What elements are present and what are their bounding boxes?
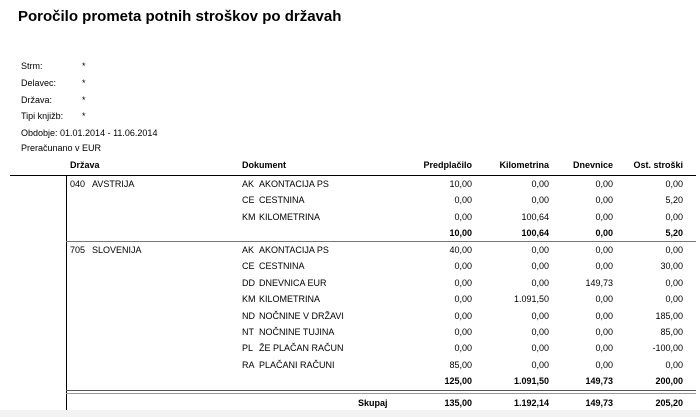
cell-value: 85,00 bbox=[449, 359, 472, 370]
cell-value: 149,73 bbox=[585, 277, 613, 288]
cell-value: 0,00 bbox=[595, 310, 613, 321]
country-name: SLOVENIJA bbox=[92, 245, 142, 255]
cell-value: 0,00 bbox=[595, 195, 613, 206]
cell-value: 0,00 bbox=[665, 294, 683, 305]
cell-value: 100,64 bbox=[521, 211, 549, 222]
report-title: Poročilo prometa potnih stroškov po državah bbox=[18, 8, 342, 25]
document-code: RA bbox=[242, 359, 255, 370]
cell-value: 0,00 bbox=[454, 343, 472, 354]
group-total-value: 100,64 bbox=[521, 228, 549, 239]
document-code: PL bbox=[242, 343, 254, 354]
cell-value: 5,20 bbox=[665, 195, 683, 206]
cell-value: 0,00 bbox=[665, 211, 683, 222]
group-total-value: 200,00 bbox=[655, 376, 683, 387]
cell-value: 0,00 bbox=[595, 179, 613, 189]
grand-total-value: 135,00 bbox=[444, 398, 472, 408]
cell-value: 0,00 bbox=[454, 310, 472, 321]
group-total-value: 5,20 bbox=[665, 228, 683, 239]
filter-label: Država: bbox=[21, 95, 53, 105]
cell-value: 30,00 bbox=[660, 261, 683, 272]
document-code: CE bbox=[242, 195, 255, 206]
filter-value: * bbox=[82, 78, 86, 88]
total-divider-2 bbox=[66, 393, 696, 394]
document-code: CE bbox=[242, 261, 255, 272]
col-km: Kilometrina bbox=[499, 160, 549, 170]
document-code: AK bbox=[242, 245, 255, 255]
group-total-value: 149,73 bbox=[585, 376, 613, 387]
country-code: 705 bbox=[70, 245, 86, 255]
cell-value: 0,00 bbox=[595, 294, 613, 305]
group-total-value: 1.091,50 bbox=[513, 376, 549, 387]
grand-total-label: Skupaj bbox=[358, 398, 388, 408]
document-name: PLAČANI RAČUNI bbox=[259, 359, 335, 370]
cell-value: 0,00 bbox=[531, 261, 549, 272]
cell-value: 0,00 bbox=[595, 245, 613, 255]
document-name: AKONTACIJA PS bbox=[259, 179, 329, 189]
cell-value: 0,00 bbox=[665, 277, 683, 288]
cell-value: 185,00 bbox=[655, 310, 683, 321]
cell-value: 0,00 bbox=[531, 327, 549, 337]
grand-total-value: 1.192,14 bbox=[513, 398, 549, 408]
cell-value: 0,00 bbox=[454, 261, 472, 272]
header-divider bbox=[10, 175, 696, 176]
group-divider bbox=[66, 241, 696, 242]
document-code: DD bbox=[242, 277, 255, 288]
document-name: KILOMETRINA bbox=[259, 294, 321, 305]
document-code: ND bbox=[242, 310, 255, 321]
cell-value: 0,00 bbox=[531, 343, 549, 354]
document-name: NOČNINE V DRŽAVI bbox=[259, 310, 344, 321]
cell-value: 0,00 bbox=[665, 359, 683, 370]
cell-value: 0,00 bbox=[531, 359, 549, 370]
vertical-divider bbox=[66, 175, 67, 410]
col-prepaid: Predplačilo bbox=[423, 160, 472, 170]
filter-label: Delavec: bbox=[21, 78, 57, 88]
filter-label: Tipi knjižb: bbox=[21, 111, 64, 121]
document-code: NT bbox=[242, 327, 254, 337]
filter-value: * bbox=[82, 61, 86, 71]
group-total-value: 125,00 bbox=[444, 376, 472, 387]
cell-value: 0,00 bbox=[454, 294, 472, 305]
filter-value: * bbox=[82, 111, 86, 121]
col-other: Ost. stroški bbox=[633, 160, 683, 170]
document-name: CESTNINA bbox=[259, 195, 305, 206]
cell-value: 0,00 bbox=[595, 211, 613, 222]
document-name: AKONTACIJA PS bbox=[259, 245, 329, 255]
cell-value: 0,00 bbox=[531, 245, 549, 255]
cell-value: 0,00 bbox=[531, 310, 549, 321]
col-document: Dokument bbox=[242, 160, 287, 170]
cell-value: 0,00 bbox=[665, 179, 683, 189]
grand-total-value: 205,20 bbox=[655, 398, 683, 408]
cell-value: 0,00 bbox=[595, 343, 613, 354]
group-total-value: 10,00 bbox=[449, 228, 472, 239]
group-total-value: 0,00 bbox=[595, 228, 613, 239]
col-country: Država bbox=[70, 160, 100, 170]
cell-value: 40,00 bbox=[449, 245, 472, 255]
cell-value: 0,00 bbox=[531, 277, 549, 288]
cell-value: 0,00 bbox=[595, 261, 613, 272]
page-bottom bbox=[0, 410, 700, 417]
grand-total-value: 149,73 bbox=[585, 398, 613, 408]
document-code: KM bbox=[242, 294, 256, 305]
total-divider bbox=[66, 390, 696, 391]
cell-value: 0,00 bbox=[454, 195, 472, 206]
cell-value: 85,00 bbox=[660, 327, 683, 337]
document-code: KM bbox=[242, 211, 256, 222]
cell-value: 0,00 bbox=[454, 277, 472, 288]
document-name: KILOMETRINA bbox=[259, 211, 321, 222]
cell-value: 0,00 bbox=[531, 195, 549, 206]
country-code: 040 bbox=[70, 179, 86, 189]
country-name: AVSTRIJA bbox=[92, 179, 135, 189]
cell-value: 0,00 bbox=[454, 327, 472, 337]
cell-value: 10,00 bbox=[449, 179, 472, 189]
currency-note: Preračunano v EUR bbox=[21, 143, 102, 153]
cell-value: 0,00 bbox=[454, 211, 472, 222]
cell-value: 0,00 bbox=[531, 179, 549, 189]
cell-value: 1.091,50 bbox=[513, 294, 549, 305]
document-name: NOČNINE TUJINA bbox=[259, 327, 335, 337]
filter-label: Strm: bbox=[21, 61, 43, 71]
document-code: AK bbox=[242, 179, 255, 189]
cell-value: 0,00 bbox=[595, 327, 613, 337]
period: Obdobje: 01.01.2014 - 11.06.2014 bbox=[21, 128, 158, 138]
cell-value: 0,00 bbox=[595, 359, 613, 370]
document-name: DNEVNICA EUR bbox=[259, 277, 327, 288]
filter-value: * bbox=[82, 95, 86, 105]
document-name: ŽE PLAČAN RAČUN bbox=[259, 343, 344, 354]
cell-value: -100,00 bbox=[652, 343, 683, 354]
col-daily: Dnevnice bbox=[572, 160, 613, 170]
cell-value: 0,00 bbox=[665, 245, 683, 255]
document-name: CESTNINA bbox=[259, 261, 305, 272]
